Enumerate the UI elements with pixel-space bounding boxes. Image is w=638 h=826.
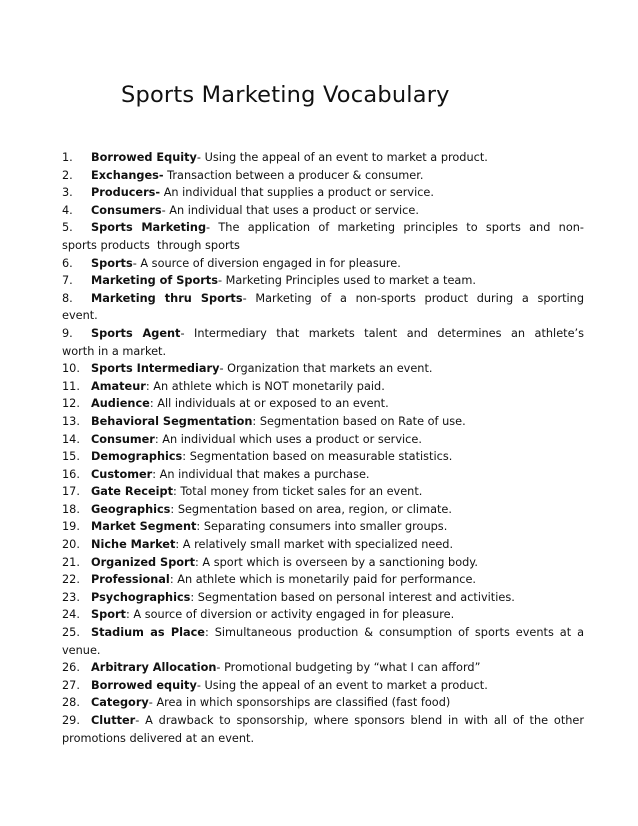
term-separator: : [172, 485, 181, 499]
vocabulary-definition: An individual that uses a product or service. [169, 203, 419, 217]
vocabulary-item [62, 518, 584, 536]
term-separator: - [161, 203, 170, 217]
item-body [91, 694, 584, 712]
vocabulary-definition: Simultaneous production & consumption of sports events at a [214, 626, 584, 640]
vocabulary-item [62, 466, 584, 484]
vocabulary-item [62, 202, 584, 220]
term-separator: : [175, 538, 183, 552]
vocabulary-term: Niche Market [91, 538, 176, 552]
term-separator: - [180, 326, 194, 340]
item-number: 9. [62, 326, 73, 340]
vocabulary-definition: A relatively small market with specialized need. [182, 538, 454, 552]
vocabulary-term: Amateur [91, 379, 146, 393]
definition-continuation: worth in a market. [62, 344, 167, 358]
vocabulary-definition: Marketing of a non-sports product during a sporting [255, 291, 585, 305]
term-separator: : [152, 467, 160, 481]
item-number: 24. [62, 608, 80, 622]
vocabulary-definition: Segmentation based on Rate of use. [259, 414, 466, 428]
item-body [91, 571, 584, 589]
vocabulary-item [62, 184, 584, 202]
item-number: 18. [62, 502, 80, 516]
term-separator: - [135, 714, 146, 727]
item-number: 13. [62, 414, 80, 428]
item-number: 15. [62, 450, 80, 464]
vocabulary-definition: Organization that markets an event. [227, 362, 433, 376]
vocabulary-item [62, 395, 584, 413]
vocabulary-item [62, 712, 584, 747]
item-number: 4. [62, 203, 73, 217]
item-body [91, 255, 584, 273]
term-separator: : [196, 520, 204, 534]
vocabulary-definition: A source of diversion engaged in for pleasure. [140, 256, 401, 270]
vocabulary-term: Marketing thru Sports [91, 291, 243, 305]
term-separator: : [145, 379, 154, 393]
vocabulary-term: Consumers [91, 203, 162, 217]
item-number: 7. [62, 274, 73, 288]
vocabulary-definition: Area in which sponsorships are classified (fast food) [156, 696, 451, 710]
item-number: 29. [62, 714, 80, 727]
vocabulary-item [62, 694, 584, 712]
term-separator: - [242, 291, 256, 305]
item-body [91, 712, 584, 730]
vocabulary-item [62, 413, 584, 431]
item-number: 5. [62, 221, 73, 235]
vocabulary-definition: The application of marketing principles to sports and non- [218, 221, 584, 235]
item-body [91, 554, 584, 572]
vocabulary-definition: Segmentation based on area, region, or climate. [177, 502, 452, 516]
vocabulary-term: Organized Sport [91, 555, 196, 569]
vocabulary-term: Exchanges- [91, 168, 164, 182]
item-number: 10. [62, 362, 80, 376]
vocabulary-item [62, 255, 584, 273]
item-body [91, 272, 584, 290]
item-number: 6. [62, 256, 73, 270]
item-body [91, 395, 584, 413]
item-body [91, 413, 584, 431]
item-body [91, 219, 584, 237]
vocabulary-list [62, 149, 584, 747]
term-separator: : [190, 590, 198, 604]
item-body [91, 589, 584, 607]
item-number: 12. [62, 397, 80, 411]
term-separator: - [132, 256, 141, 270]
vocabulary-term: Clutter [91, 714, 136, 727]
vocabulary-definition: Using the appeal of an event to market a product. [204, 678, 488, 692]
definition-continuation: venue. [62, 643, 101, 657]
item-body [91, 483, 584, 501]
item-number: 20. [62, 538, 80, 552]
item-body [91, 501, 584, 519]
definition-continuation: sports products through sports [62, 238, 240, 252]
term-separator: : [125, 608, 134, 622]
vocabulary-term: Producers- [91, 186, 161, 200]
item-number: 16. [62, 467, 80, 481]
definition-continuation: event. [62, 309, 98, 323]
document-title: Sports Marketing Vocabulary [121, 82, 450, 108]
term-separator: : [170, 502, 178, 516]
vocabulary-item [62, 325, 584, 360]
term-separator: - [206, 221, 219, 235]
vocabulary-item [62, 378, 584, 396]
item-body [91, 325, 584, 343]
vocabulary-definition: An individual that supplies a product or service. [163, 186, 434, 200]
vocabulary-definition: A source of diversion or activity engaged in for pleasure. [133, 608, 455, 622]
vocabulary-term: Sports Marketing [91, 221, 207, 235]
item-number: 3. [62, 186, 73, 200]
vocabulary-definition: Transaction between a producer & consumer. [167, 168, 424, 182]
vocabulary-term: Gate Receipt [91, 485, 173, 499]
vocabulary-term: Professional [91, 573, 170, 587]
vocabulary-term: Behavioral Segmentation [91, 414, 253, 428]
vocabulary-item [62, 149, 584, 167]
vocabulary-term: Market Segment [91, 520, 197, 534]
vocabulary-definition: Segmentation based on measurable statistics. [189, 450, 453, 464]
definition-continuation: promotions delivered at an event. [62, 731, 255, 745]
vocabulary-term: Sport [91, 608, 126, 622]
item-body [91, 184, 584, 202]
term-separator: - [196, 151, 205, 164]
term-separator: : [252, 414, 260, 428]
vocabulary-term: Audience [91, 397, 150, 411]
item-body [91, 606, 584, 624]
vocabulary-term: Sports Intermediary [91, 362, 220, 376]
vocabulary-term: Borrowed equity [91, 678, 197, 692]
item-number: 27. [62, 678, 80, 692]
vocabulary-item [62, 571, 584, 589]
item-number: 2. [62, 168, 73, 182]
vocabulary-definition: Promotional budgeting by “what I can afford” [224, 661, 481, 675]
vocabulary-definition: An individual that makes a purchase. [159, 467, 370, 481]
vocabulary-item [62, 431, 584, 449]
vocabulary-term: Arbitrary Allocation [91, 661, 217, 675]
vocabulary-definition: An athlete which is monetarily paid for performance. [177, 573, 477, 587]
vocabulary-term: Customer [91, 467, 153, 481]
vocabulary-term: Demographics [91, 450, 183, 464]
term-separator: - [216, 661, 225, 675]
item-body [91, 466, 584, 484]
item-number: 11. [62, 379, 80, 393]
vocabulary-term: Borrowed Equity [91, 151, 197, 164]
item-body [91, 431, 584, 449]
item-body [91, 167, 584, 185]
item-body [91, 360, 584, 378]
vocabulary-item [62, 219, 584, 254]
vocabulary-term: Sports [91, 256, 133, 270]
vocabulary-definition: Separating consumers into smaller groups. [203, 520, 448, 534]
term-separator: - [217, 274, 226, 288]
vocabulary-definition: A sport which is overseen by a sanctioning body. [202, 555, 478, 569]
item-number: 8. [62, 291, 73, 305]
item-number: 25. [62, 626, 80, 640]
item-body [91, 448, 584, 466]
vocabulary-term: Stadium as Place [91, 626, 205, 640]
item-number: 1. [62, 151, 73, 164]
vocabulary-item [62, 606, 584, 624]
item-body [91, 202, 584, 220]
item-body [91, 624, 584, 642]
vocabulary-term: Psychographics [91, 590, 191, 604]
vocabulary-item [62, 624, 584, 659]
item-body [91, 677, 584, 695]
vocabulary-term: Consumer [91, 432, 155, 446]
term-separator: - [219, 362, 228, 376]
term-separator: : [169, 573, 178, 587]
vocabulary-definition: Total money from ticket sales for an event. [180, 485, 423, 499]
vocabulary-definition: Using the appeal of an event to market a product. [204, 151, 488, 164]
vocabulary-definition: Intermediary that markets talent and determines an athlete’s [194, 326, 585, 340]
vocabulary-definition: A drawback to sponsorship, where sponsors blend in with all of the other [145, 714, 584, 727]
item-number: 22. [62, 573, 80, 587]
item-number: 28. [62, 696, 80, 710]
item-body [91, 536, 584, 554]
vocabulary-item [62, 483, 584, 501]
term-separator: - [196, 678, 205, 692]
vocabulary-definition: An individual which uses a product or service. [162, 432, 422, 446]
vocabulary-item [62, 589, 584, 607]
item-number: 17. [62, 485, 80, 499]
vocabulary-term: Sports Agent [91, 326, 181, 340]
vocabulary-item [62, 659, 584, 677]
vocabulary-definition: Segmentation based on personal interest and activities. [197, 590, 515, 604]
term-separator: : [182, 450, 190, 464]
item-body [91, 378, 584, 396]
vocabulary-definition: All individuals at or exposed to an event. [157, 397, 389, 411]
vocabulary-definition: An athlete which is NOT monetarily paid. [153, 379, 385, 393]
vocabulary-term: Category [91, 696, 149, 710]
vocabulary-item [62, 501, 584, 519]
item-number: 19. [62, 520, 80, 534]
vocabulary-item [62, 360, 584, 378]
term-separator: : [154, 432, 163, 446]
item-body [91, 659, 584, 677]
vocabulary-definition: Marketing Principles used to market a team. [225, 274, 476, 288]
vocabulary-item [62, 554, 584, 572]
vocabulary-item [62, 677, 584, 695]
item-number: 14. [62, 432, 80, 446]
term-separator: : [149, 397, 158, 411]
vocabulary-item [62, 272, 584, 290]
vocabulary-item [62, 536, 584, 554]
item-number: 21. [62, 555, 80, 569]
vocabulary-item [62, 290, 584, 325]
term-separator: - [148, 696, 157, 710]
item-number: 23. [62, 590, 80, 604]
vocabulary-term: Geographics [91, 502, 171, 516]
item-body [91, 149, 584, 167]
item-body [91, 518, 584, 536]
vocabulary-item [62, 167, 584, 185]
item-number: 26. [62, 661, 80, 675]
term-separator: : [204, 626, 215, 640]
vocabulary-item [62, 448, 584, 466]
term-separator: : [195, 555, 203, 569]
vocabulary-term: Marketing of Sports [91, 274, 218, 288]
item-body [91, 290, 584, 308]
